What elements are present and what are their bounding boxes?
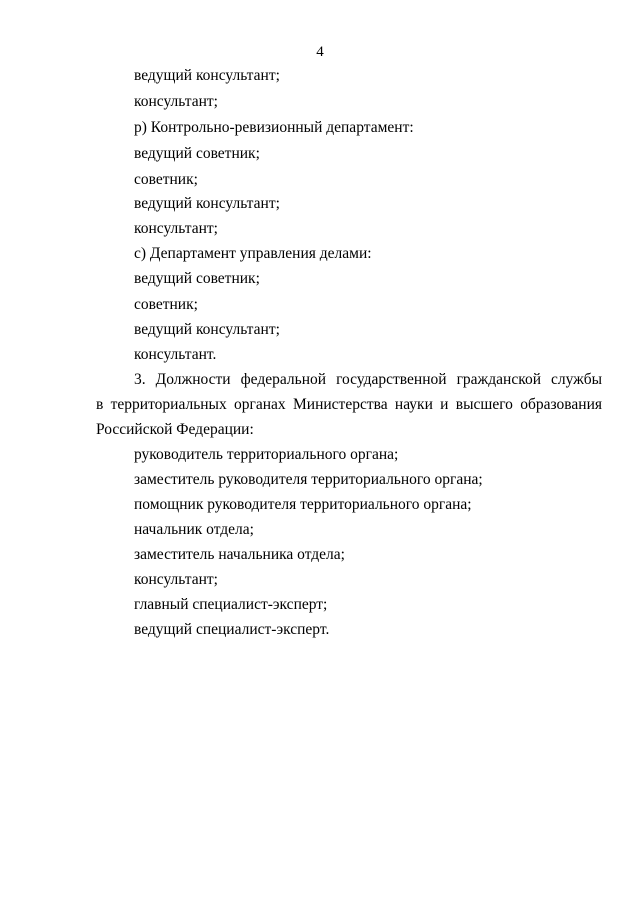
list-item: ведущий советник;: [134, 145, 260, 162]
list-item: консультант.: [134, 346, 217, 363]
list-item: советник;: [134, 296, 198, 313]
paragraph-line-1: 3. Должности федеральной государственной гражданской службы: [134, 371, 602, 388]
list-item: консультант;: [134, 93, 218, 110]
list-item: ведущий консультант;: [134, 321, 280, 338]
list-item: начальник отдела;: [134, 521, 254, 538]
list-item: ведущий консультант;: [134, 195, 280, 212]
list-item: руководитель территориального органа;: [134, 446, 399, 463]
paragraph-line-3: Российской Федерации:: [96, 421, 254, 438]
list-item: ведущий советник;: [134, 270, 260, 287]
list-item: заместитель руководителя территориального органа;: [134, 471, 483, 488]
paragraph-line-2: в территориальных органах Министерства науки и высшего образования: [96, 396, 602, 413]
list-item: ведущий консультант;: [134, 67, 280, 84]
list-item: ведущий специалист-эксперт.: [134, 621, 330, 638]
list-item: главный специалист-эксперт;: [134, 596, 328, 613]
section-heading: с) Департамент управления делами:: [134, 245, 372, 262]
page-number: 4: [316, 44, 324, 60]
list-item: консультант;: [134, 220, 218, 237]
list-item: консультант;: [134, 571, 218, 588]
list-item: заместитель начальника отдела;: [134, 546, 345, 563]
list-item: помощник руководителя территориального органа;: [134, 496, 472, 513]
list-item: советник;: [134, 171, 198, 188]
section-heading: р) Контрольно-ревизионный департамент:: [134, 119, 414, 136]
